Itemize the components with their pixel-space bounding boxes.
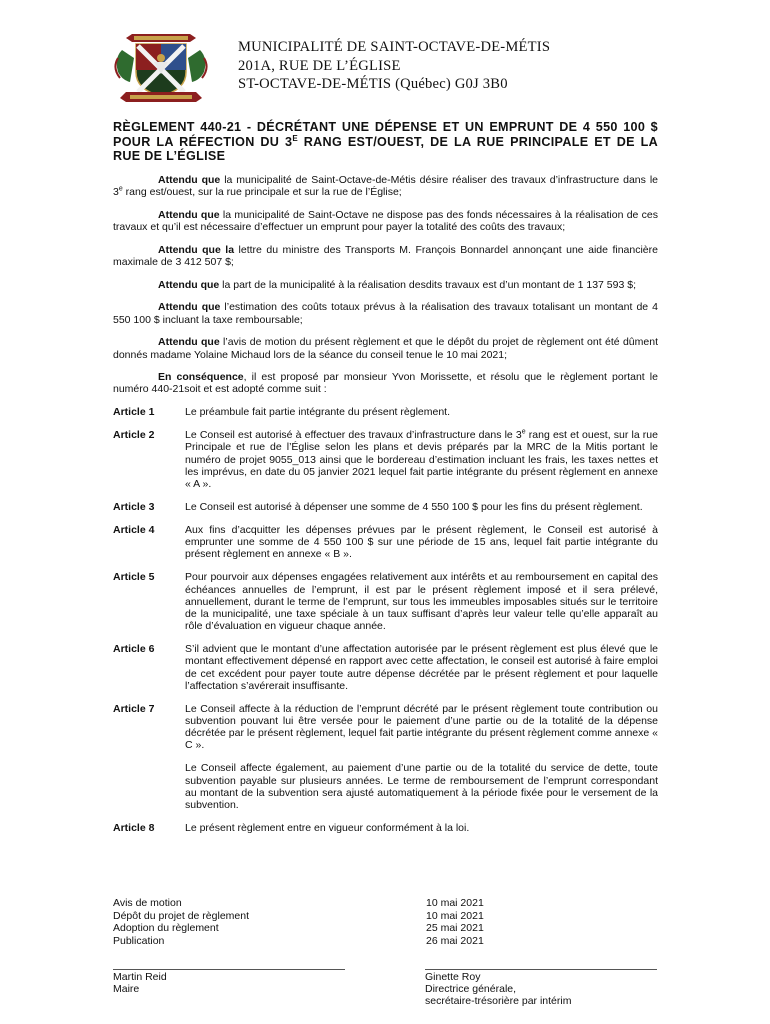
preamble-paragraph — [113, 174, 658, 198]
article-6 — [113, 643, 658, 692]
article-paragraph — [185, 822, 658, 834]
preamble-paragraph — [113, 371, 658, 395]
preamble-lead — [113, 244, 234, 256]
preamble-text: la municipalité de Saint-Octave ne dispose pas des fonds nécessaires à la réalisation de ces travaux et qu’il est nécessaire d’effectuer un emprunt pour payer la totalité des coûts des travaux; — [113, 208, 658, 234]
municipality-name: MUNICIPALITÉ DE SAINT-OCTAVE-DE-MÉTIS — [238, 39, 551, 55]
preamble-text: la part de la municipalité à la réalisation desdits travaux est d’un montant de 1 137 593 $; — [219, 278, 637, 291]
article-paragraph — [185, 406, 658, 418]
preamble-paragraph — [113, 336, 658, 360]
preamble-text-cont: rang est/ouest, sur la rue principale et sur la rue de l’Église; — [122, 186, 402, 199]
preamble-lead — [113, 209, 220, 221]
preamble-lead-text: Attendu que — [158, 208, 220, 221]
mayor-name: Martin Reid — [113, 971, 167, 983]
article-2 — [113, 429, 658, 490]
municipality-city: ST-OCTAVE-DE-MÉTIS (Québec) G0J 3B0 — [238, 76, 508, 92]
preamble — [113, 174, 658, 396]
article-8 — [113, 822, 658, 834]
municipality-address: 201A, RUE DE L’ÉGLISE — [238, 57, 401, 74]
date-row — [113, 922, 513, 935]
preamble-text: lettre du ministre des Transports M. François Bonnardel annonçant une aide financière maximale de 3 412 507 $; — [113, 243, 658, 269]
regulation-body — [113, 174, 658, 845]
preamble-paragraph — [113, 301, 658, 325]
article-text-part: Le Conseil affecte à la réduction de l’emprunt décrété par le présent règlement toute contribution ou subvention pouvant lui être versée pour le paiement d’une partie ou de la totalité de la dépense décrétée par le présent règlement, lequel fait partie intégrante du présent règlement comme annexe « C ». — [185, 702, 658, 752]
adoption-dates — [113, 897, 513, 947]
article-text — [185, 571, 658, 632]
article-paragraph — [185, 703, 658, 752]
article-superscript: e — [521, 428, 526, 436]
article-text — [185, 524, 658, 561]
article-label: Article 5 — [113, 571, 155, 584]
date-label: Publication — [113, 934, 165, 947]
preamble-paragraph — [113, 279, 658, 291]
article-text-part: Le Conseil est autorisé à dépenser une somme de 4 550 100 $ pour les fins du présent règlement. — [185, 500, 643, 513]
municipal-coat-of-arms-logo — [112, 28, 210, 104]
preamble-text: la municipalité de Saint-Octave-de-Métis désire réaliser des travaux d’infrastructure dans le 3 — [113, 174, 659, 199]
date-value: 25 mai 2021 — [426, 922, 484, 934]
preamble-text: l’avis de motion du présent règlement et que le dépôt du projet de règlement ont été dûment donnés madame Yolaine Michaud lors de la séance du conseil tenue le 10 mai 2021; — [113, 336, 658, 361]
preamble-lead-text: Attendu que — [158, 174, 221, 186]
director-name: Ginette Roy — [425, 971, 481, 983]
date-row — [113, 935, 513, 948]
preamble-lead-text: En conséquence — [158, 371, 244, 384]
article-text — [185, 406, 658, 418]
article-paragraph-2: Le Conseil affecte également, au paiement d’une partie ou de la totalité du service de dette, toute subvention payable sur plusieurs années. Le terme de remboursement de l’emprunt correspondant au montant de la subvention sera ajusté automatiquement à la période fixée pour le versement de la subvention. — [185, 762, 658, 811]
article-label: Article 6 — [113, 643, 155, 656]
date-row — [113, 897, 513, 910]
preamble-lead-text: Attendu que la — [158, 243, 235, 256]
date-value: 10 mai 2021 — [426, 897, 484, 909]
article-4 — [113, 524, 658, 561]
preamble-paragraph — [113, 209, 658, 233]
signature-line-right — [425, 969, 657, 970]
regulation-title: RÈGLEMENT 440-21 - DÉCRÉTANT UNE DÉPENSE ET UN EMPRUNT DE 4 550 100 $ POUR LA RÉFECTION DU $3^E$ RANG EST/OUEST, DE LA RUE PRINCIPALE ET DE LA RUE DE L’ÉGLISE — [113, 120, 659, 164]
article-text-part: Pour pourvoir aux dépenses engagées relativement aux intérêts et au remboursement en capital des échéances annuelles de l’emprunt, il est par le présent règlement imposé et il sera prélevé, annuellement, durant le terme de l’emprunt, sur tous les immeubles imposables situés sur le territoire de la municipalité, une taxe spéciale à un taux suffisant d’après leur valeur telle qu’elle apparaît au rôle d’évaluation en vigueur chaque année. — [185, 571, 658, 633]
article-text — [185, 643, 658, 692]
preamble-lead-text: Attendu que — [158, 336, 220, 349]
article-label: Article 7 — [113, 702, 155, 715]
article-text-part: Le préambule fait partie intégrante du présent règlement. — [185, 406, 450, 419]
article-text-part: Aux fins d’acquitter les dépenses prévues par le présent règlement, le Conseil est autorisé à emprunter une somme de 4 550 100 $ sur une période de 15 ans, lequel fait partie intégrante du présent règlement en annexe « B ». — [185, 523, 658, 561]
article-text-part: rang est et ouest, sur la rue Principale et rue de l’Église selon les plans et devis préparés par la MRC de la Mitis portant le numéro de projet 9055_013 ainsi que le bordereau d’estimation incluant les frais, les taxes nettes et les imprévus, en date du 05 janvier 2021 lequel fait partie intégrante du présent règlement en annexe « A ». — [185, 429, 658, 490]
article-paragraph — [185, 643, 658, 692]
article-label: Article 3 — [113, 500, 155, 513]
article-text — [185, 501, 658, 513]
article-3 — [113, 501, 658, 513]
article-text — [185, 429, 658, 490]
article-paragraph — [185, 571, 658, 632]
article-7 — [113, 703, 658, 811]
preamble-lead-text: Attendu que — [158, 301, 221, 314]
preamble-lead-text: Attendu que — [158, 278, 220, 291]
date-label: Avis de motion — [113, 897, 182, 909]
signature-line-left — [113, 969, 345, 970]
municipality-header — [238, 38, 550, 94]
mayor-title: Maire — [113, 983, 140, 996]
articles — [113, 406, 658, 834]
date-row — [113, 910, 513, 923]
preamble-lead — [113, 336, 220, 348]
date-value: 26 mai 2021 — [426, 934, 484, 947]
article-label: Article 4 — [113, 523, 155, 536]
preamble-paragraph — [113, 244, 658, 268]
date-label: Dépôt du projet de règlement — [113, 909, 250, 922]
article-text-part: Le Conseil est autorisé à effectuer des travaux d’infrastructure dans le 3 — [185, 429, 522, 442]
article-text-part: S’il advient que le montant d’une affectation autorisée par le présent règlement est plus élevé que le montant effectivement dépensé en rapport avec cette affectation, le conseil est autorisé à faire emploi de cet excédent pour payer toute autre dépense décrétée par le présent règlement et pour laquelle l’affectation s’avérerait insuffisante. — [185, 643, 658, 692]
signature-left — [113, 971, 167, 995]
article-paragraph — [185, 501, 658, 513]
article-text-part: Le présent règlement entre en vigueur conformément à la loi. — [185, 822, 470, 834]
article-label: Article 2 — [113, 429, 155, 442]
preamble-lead — [113, 371, 244, 383]
article-label: Article 1 — [113, 406, 155, 419]
preamble-text: , il est proposé par monsieur Yvon Morissette, et résolu que le règlement portant le numéro 440-21soit et est adopté comme suit : — [113, 371, 658, 396]
date-value: 10 mai 2021 — [426, 909, 484, 922]
signature-right — [425, 971, 571, 1008]
article-text — [185, 822, 658, 834]
preamble-lead — [113, 301, 220, 313]
director-title: Directrice générale, — [425, 983, 517, 996]
preamble-lead — [113, 174, 220, 186]
article-text — [185, 703, 658, 811]
director-title-2: secrétaire-trésorière par intérim — [425, 995, 572, 1008]
preamble-lead — [113, 279, 219, 291]
article-5 — [113, 571, 658, 632]
article-paragraph — [185, 429, 658, 490]
article-1 — [113, 406, 658, 418]
preamble-text: l’estimation des coûts totaux prévus à la réalisation des travaux totalisant un montant de 4 550 100 $ incluant la taxe remboursable; — [113, 301, 658, 326]
preamble-superscript: e — [118, 185, 123, 193]
date-label: Adoption du règlement — [113, 922, 219, 934]
article-paragraph — [185, 524, 658, 561]
article-label: Article 8 — [113, 822, 155, 834]
